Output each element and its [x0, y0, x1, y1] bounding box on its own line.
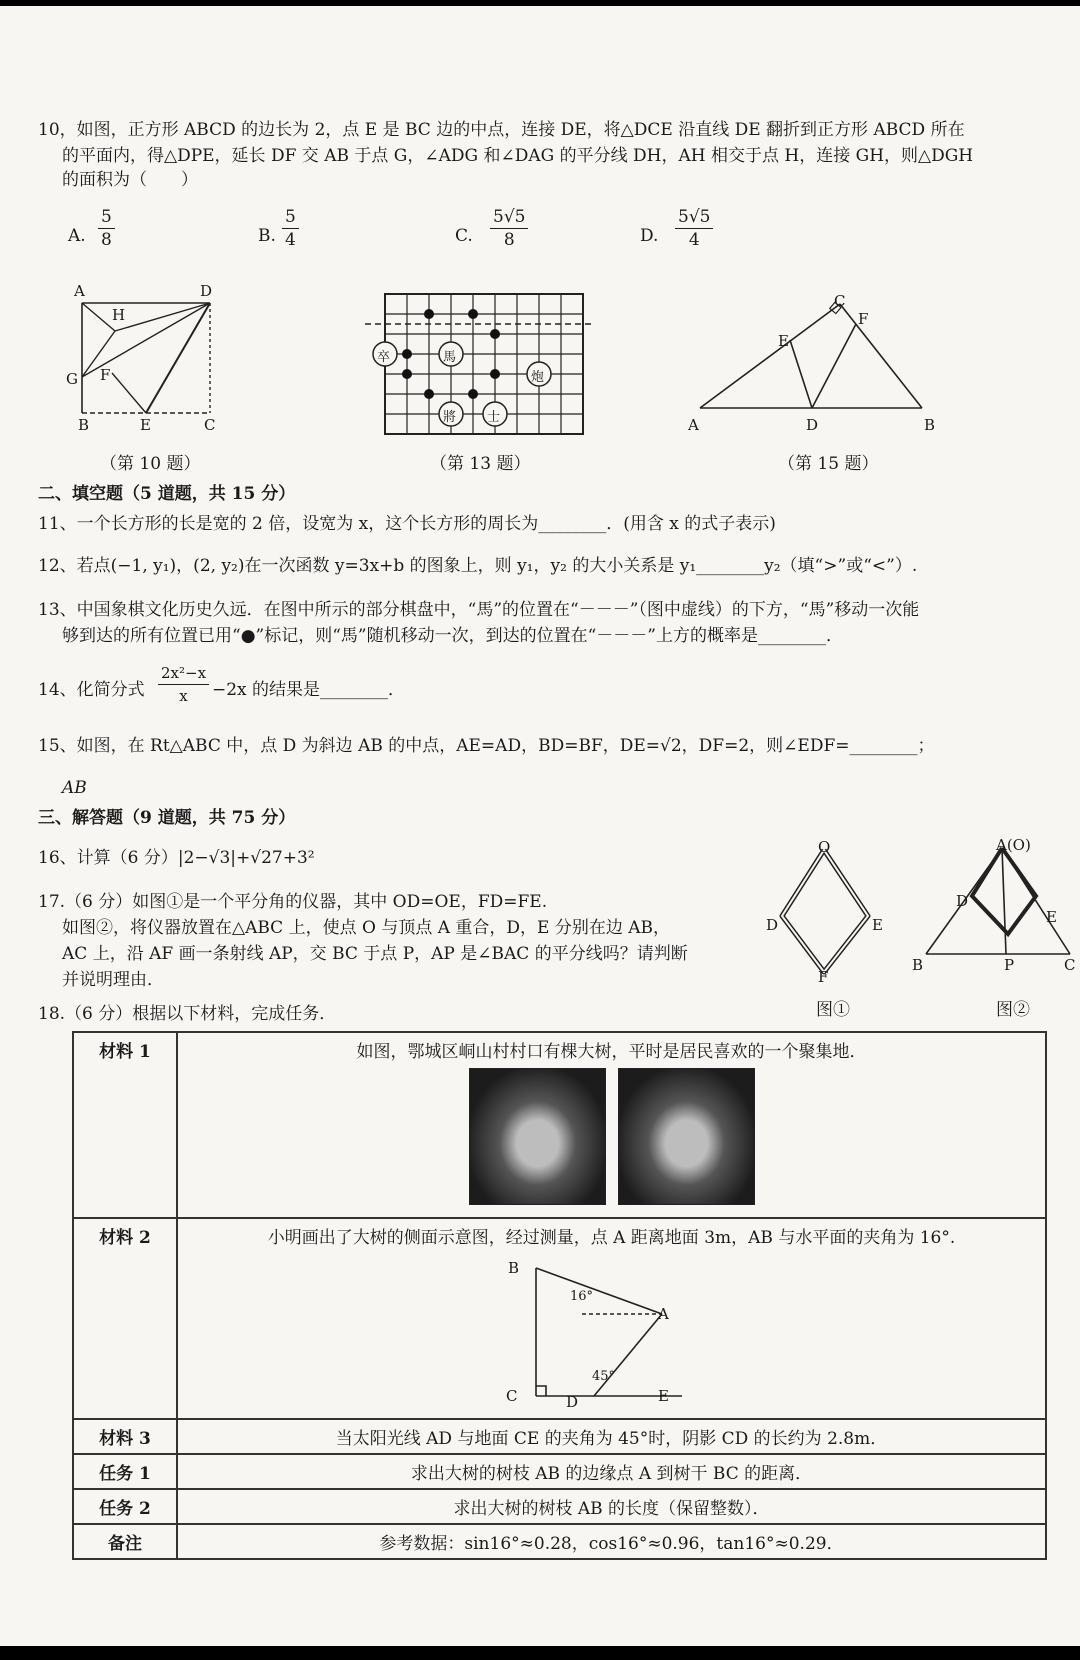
table-row	[73, 1454, 1046, 1489]
row-value	[177, 1218, 1046, 1419]
table-row	[73, 1218, 1046, 1419]
row-value: 求出大树的树枝 AB 的长度（保留整数）．	[177, 1489, 1046, 1524]
fig15-label-e: E	[778, 332, 789, 350]
q17-fig2-label-a: A(O)	[996, 836, 1031, 854]
tree-label-e: E	[658, 1387, 669, 1405]
q10-option-b-label: B.	[258, 226, 276, 246]
tree-angle-16: 16°	[570, 1289, 594, 1304]
figure-13-chessboard	[365, 288, 595, 448]
fig15-label-b: B	[924, 416, 936, 434]
fig10-caption: （第 10 题）	[100, 454, 201, 474]
fig10-label-a: A	[74, 282, 85, 300]
q17-fig1-label-d: D	[766, 916, 779, 934]
row-key: 任务 1	[73, 1454, 177, 1489]
row-key: 备注	[73, 1524, 177, 1559]
table-row	[73, 1419, 1046, 1454]
chess-piece-pao: 炮	[531, 370, 545, 385]
q17-fig2-label-p: P	[1004, 956, 1015, 974]
material-2-text: 小明画出了大树的侧面示意图，经过测量，点 A 距离地面 3m，AB 与水平面的夹角为 16°.	[267, 1228, 956, 1248]
q17-fig2-label-e: E	[1046, 908, 1057, 926]
q17-fig2-label-b: B	[912, 956, 924, 974]
figure-10-square-diagram	[60, 291, 230, 436]
material-1-text: 如图，鄂城区峒山村村口有棵大树，平时是居民喜欢的一个聚集地．	[356, 1042, 867, 1062]
figure-15-triangle	[690, 296, 940, 426]
fig10-label-d: D	[200, 282, 213, 300]
section-2-heading: 二、填空题（5 道题，共 15 分）	[38, 484, 296, 504]
q17-fig1-label-e: E	[872, 916, 883, 934]
fig15-label-d: D	[806, 416, 819, 434]
fig15-label-a: A	[688, 416, 699, 434]
q10-line1: 10，如图，正方形 ABCD 的边长为 2，点 E 是 BC 边的中点，连接 DE，将△DCE 沿直线 DE 翻折到正方形 ABCD 所在	[38, 120, 965, 140]
row-key: 材料 3	[73, 1419, 177, 1454]
q14-fraction: $\frac{\text{2x²−x}}{x}$	[158, 662, 209, 707]
tree-label-c: C	[506, 1387, 518, 1405]
row-key: 任务 2	[73, 1489, 177, 1524]
q11: 11、一个长方形的长是宽的 2 倍，设宽为 x，这个长方形的周长为________．(用含 x 的式子表示)	[38, 514, 776, 534]
q10-option-a-label: A.	[68, 226, 86, 246]
q13-line2: 够到达的所有位置已用“●”标记，则“馬”随机移动一次，到达的位置在“－－－”上方的概率是________．	[62, 626, 843, 646]
q15-ab: AB	[62, 778, 87, 798]
row-key: 材料 1	[73, 1032, 177, 1218]
q10-option-b-value: $\frac{5}{4}$	[282, 206, 299, 251]
fig13-caption: （第 13 题）	[430, 454, 531, 474]
table-row	[73, 1524, 1046, 1559]
q18-intro: 18.（6 分）根据以下材料，完成任务．	[38, 1004, 337, 1024]
q10-option-c-value: $\frac{5√5}{8}$	[490, 206, 528, 251]
row-key: 材料 2	[73, 1218, 177, 1419]
fig10-label-h: H	[112, 306, 126, 324]
q10-option-c-label: C.	[455, 226, 473, 246]
q16: 16、计算（6 分）|2−√3|+√27+3²	[38, 848, 315, 868]
chess-piece-ma: 馬	[443, 350, 457, 365]
q17-figure-1-instrument	[768, 842, 888, 982]
tree-photo	[469, 1068, 606, 1205]
row-value: 参考数据：sin16°≈0.28，cos16°≈0.96，tan16°≈0.29．	[177, 1524, 1046, 1559]
tree-photo	[618, 1068, 755, 1205]
fig15-caption: （第 15 题）	[778, 454, 879, 474]
exam-page	[0, 6, 1080, 1646]
q17-line4: 并说明理由．	[62, 970, 164, 990]
q17-line1: 17.（6 分）如图①是一个平分角的仪器，其中 OD=OE，FD=FE.	[38, 892, 548, 912]
q17-fig1-label-o: O	[818, 838, 831, 856]
tree-side-diagram	[512, 1254, 712, 1414]
q14-suffix: −2x 的结果是________．	[212, 680, 406, 700]
q10-option-d-label: D.	[640, 226, 659, 246]
q17-line3: AC 上，沿 AF 画一条射线 AP，交 BC 于点 P，AP 是∠BAC 的平分线吗？请判断	[62, 944, 688, 964]
q10-option-d-value: $\frac{5√5}{4}$	[675, 206, 713, 251]
q17-fig1-caption: 图①	[816, 1000, 850, 1020]
q17-line2: 如图②，将仪器放置在△ABC 上，使点 O 与顶点 A 重合，D，E 分别在边 AB，	[62, 918, 671, 938]
q17-fig2-label-d: D	[956, 892, 969, 910]
tree-angle-45: 45°	[592, 1369, 616, 1384]
row-value: 求出大树的树枝 AB 的边缘点 A 到树干 BC 的距离．	[177, 1454, 1046, 1489]
q14-prefix: 14、化简分式	[38, 680, 145, 700]
tree-label-a: A	[658, 1305, 669, 1323]
fig10-label-f: F	[100, 366, 111, 384]
q17-fig1-label-f: F	[818, 968, 829, 986]
tree-label-d: D	[566, 1393, 579, 1411]
fig10-label-e: E	[140, 416, 151, 434]
chess-piece-jiang: 將	[443, 410, 457, 425]
chess-piece-shi: 士	[487, 410, 501, 425]
section-3-heading: 三、解答题（9 道题，共 75 分）	[38, 808, 296, 828]
q10-option-a-value: $\frac{5}{8}$	[98, 206, 115, 251]
tree-label-b: B	[508, 1259, 520, 1277]
table-row	[73, 1489, 1046, 1524]
fig10-label-c: C	[204, 416, 216, 434]
q12: 12、若点(−1, y₁)，(2, y₂)在一次函数 y=3x+b 的图象上，则 y₁，y₂ 的大小关系是 y₁________y₂（填“>”或“<”）.	[38, 556, 918, 576]
row-value: 当太阳光线 AD 与地面 CE 的夹角为 45°时，阴影 CD 的长约为 2.8m．	[177, 1419, 1046, 1454]
q17-fig2-caption: 图②	[996, 1000, 1030, 1020]
q17-fig2-label-c: C	[1064, 956, 1076, 974]
q10-line3: 的面积为（ ）	[62, 170, 198, 190]
q13-line1: 13、中国象棋文化历史久远．在图中所示的部分棋盘中，“馬”的位置在“－－－”（图中虚线）的下方，“馬”移动一次能	[38, 600, 920, 620]
q15: 15、如图，在 Rt△ABC 中，点 D 为斜边 AB 的中点，AE=AD，BD=BF，DE=√2，DF=2，则∠EDF=________；	[38, 736, 935, 756]
fig15-label-f: F	[858, 310, 869, 328]
q10-line2: 的平面内，得△DPE，延长 DF 交 AB 于点 G，∠ADG 和∠DAG 的平分线 DH，AH 相交于点 H，连接 GH，则△DGH	[62, 146, 974, 166]
table-row	[73, 1032, 1046, 1218]
chess-piece-zu: 卒	[377, 350, 391, 365]
fig10-label-b: B	[78, 416, 90, 434]
row-value	[177, 1032, 1046, 1218]
fig15-label-c: C	[834, 292, 846, 310]
fig10-label-g: G	[66, 370, 78, 388]
q18-materials-table	[72, 1031, 1047, 1560]
q17-figure-2-triangle	[920, 842, 1080, 962]
